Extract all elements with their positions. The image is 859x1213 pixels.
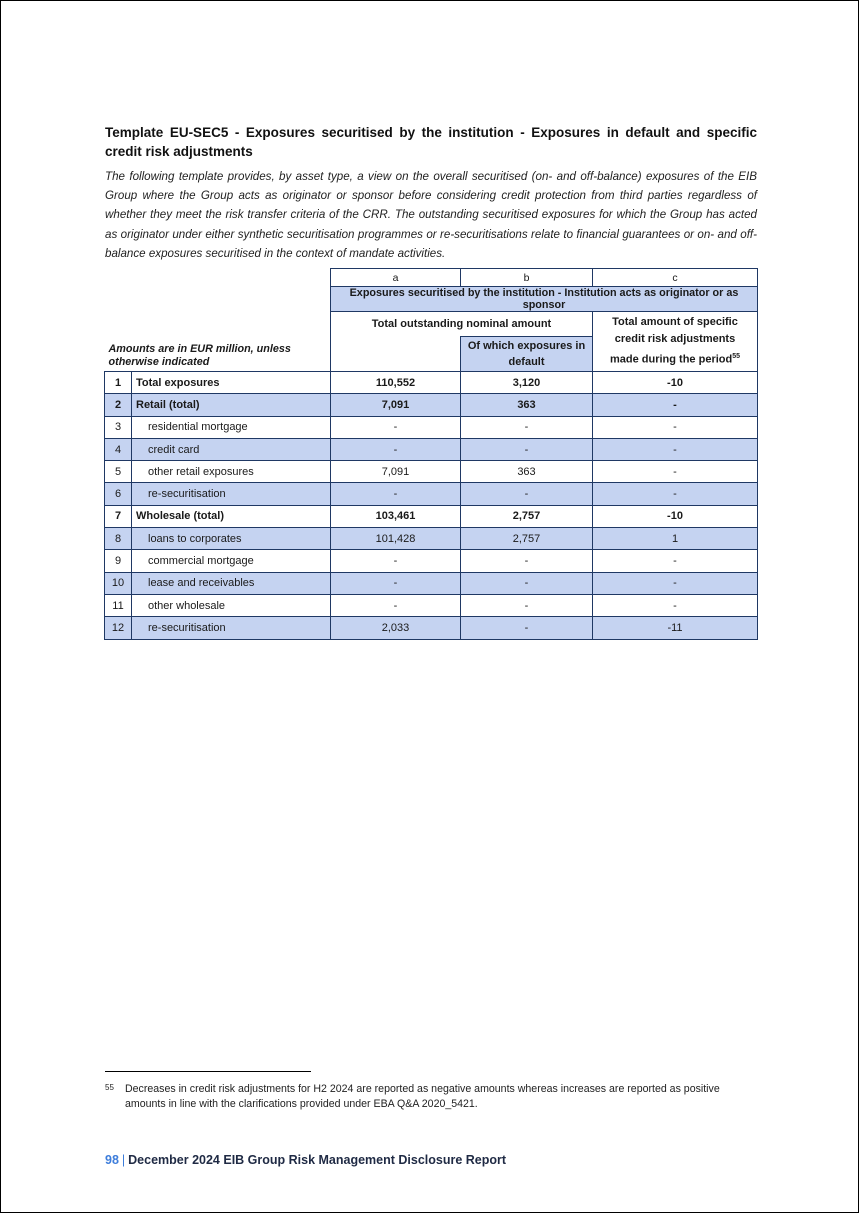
row-label: lease and receivables	[132, 572, 331, 594]
cell-b: -	[461, 550, 593, 572]
report-title: December 2024 EIB Group Risk Management Disclosure Report	[128, 1153, 507, 1167]
cell-c: 1	[593, 528, 758, 550]
footnote-rule	[105, 1071, 311, 1072]
row-number: 1	[105, 372, 132, 394]
col-letter-c: c	[593, 269, 758, 287]
row-number: 8	[105, 528, 132, 550]
header-of-which-default: Of which exposures in default	[461, 337, 593, 372]
cell-c: -	[593, 572, 758, 594]
footnote	[105, 1082, 757, 1112]
table-row	[105, 572, 758, 594]
row-number: 3	[105, 416, 132, 438]
cell-c: -10	[593, 372, 758, 394]
cell-a: 7,091	[331, 394, 461, 416]
cell-b: 363	[461, 461, 593, 483]
cell-b: 2,757	[461, 528, 593, 550]
page-number: 98	[105, 1153, 119, 1167]
row-number: 9	[105, 550, 132, 572]
table-row	[105, 550, 758, 572]
cell-b: 2,757	[461, 505, 593, 527]
cell-a: 101,428	[331, 528, 461, 550]
template-title: Template EU-SEC5 - Exposures securitised by the institution - Exposures in default and specific credit risk adjustments	[105, 125, 757, 159]
table-row	[105, 372, 758, 394]
page-footer	[105, 1153, 506, 1167]
cell-a: 110,552	[331, 372, 461, 394]
footnote-text: Decreases in credit risk adjustments for H2 2024 are reported as negative amounts whereas increases are reported as positive amounts in line with the clarifications provided under EBA Q&A 2020_5421.	[125, 1083, 720, 1110]
cell-c: -	[593, 594, 758, 616]
footer-separator: |	[121, 1153, 126, 1167]
row-label: residential mortgage	[132, 416, 331, 438]
cell-a: 103,461	[331, 505, 461, 527]
band-header-row	[105, 287, 758, 312]
row-number: 11	[105, 594, 132, 616]
cell-c: -10	[593, 505, 758, 527]
cell-b: -	[461, 617, 593, 639]
cell-c: -	[593, 483, 758, 505]
cell-c: -	[593, 394, 758, 416]
cell-c: -11	[593, 617, 758, 639]
table-row	[105, 483, 758, 505]
cell-a: 2,033	[331, 617, 461, 639]
cell-a: -	[331, 416, 461, 438]
row-number: 7	[105, 505, 132, 527]
row-label: re-securitisation	[132, 617, 331, 639]
table-row	[105, 528, 758, 550]
row-number: 2	[105, 394, 132, 416]
table-row	[105, 461, 758, 483]
cell-b: 363	[461, 394, 593, 416]
header-specific-adjustments-text: Total amount of specific credit risk adjustments made during the period	[609, 316, 738, 366]
footnote-mark: 55	[105, 1083, 114, 1092]
row-label: Wholesale (total)	[132, 505, 331, 527]
cell-c: -	[593, 461, 758, 483]
cell-c: -	[593, 438, 758, 460]
row-number: 5	[105, 461, 132, 483]
cell-a: -	[331, 572, 461, 594]
table-row	[105, 617, 758, 639]
row-label: re-securitisation	[132, 483, 331, 505]
row-label: commercial mortgage	[132, 550, 331, 572]
row-label: loans to corporates	[132, 528, 331, 550]
intro-paragraph: The following template provides, by asset type, a view on the overall securitised (on- and off-balance) exposures of the EIB Group where the Group acts as originator or sponsor before considering credit protection from third parties regardless of whether they meet the risk transfer criteria of the CRR. The outstanding securitised exposures for which the Group has acted as originator under either synthetic securitisation programmes or re-securitisations relate to financial guarantees or on- and off-balance exposures securitised in the context of mandate activities.	[105, 170, 757, 260]
row-number: 12	[105, 617, 132, 639]
cell-b: -	[461, 438, 593, 460]
cell-b: -	[461, 483, 593, 505]
row-number: 6	[105, 483, 132, 505]
table-row	[105, 594, 758, 616]
table-row	[105, 416, 758, 438]
cell-b: 3,120	[461, 372, 593, 394]
header-total-outstanding: Total outstanding nominal amount	[331, 312, 593, 337]
row-label: other wholesale	[132, 594, 331, 616]
cell-c: -	[593, 416, 758, 438]
row-label: Total exposures	[132, 372, 331, 394]
cell-a: -	[331, 483, 461, 505]
row-label: Retail (total)	[132, 394, 331, 416]
table-row	[105, 505, 758, 527]
row-label: other retail exposures	[132, 461, 331, 483]
cell-a: -	[331, 550, 461, 572]
footnote-ref: 55	[732, 353, 741, 361]
cell-a: -	[331, 438, 461, 460]
cell-b: -	[461, 416, 593, 438]
cell-b: -	[461, 572, 593, 594]
col-letter-b: b	[461, 269, 593, 287]
col-letter-a: a	[331, 269, 461, 287]
column-letter-row	[105, 269, 758, 287]
amounts-note: Amounts are in EUR million, unless otherwise indicated	[108, 343, 291, 368]
row-number: 4	[105, 438, 132, 460]
table-row	[105, 394, 758, 416]
header-specific-adjustments	[593, 312, 758, 372]
table-row	[105, 438, 758, 460]
securitisation-table	[104, 268, 758, 640]
row-number: 10	[105, 572, 132, 594]
band-header: Exposures securitised by the institution - Institution acts as originator or as sponsor	[331, 287, 758, 312]
cell-a: -	[331, 594, 461, 616]
header-row-1	[105, 312, 758, 337]
cell-a: 7,091	[331, 461, 461, 483]
cell-c: -	[593, 550, 758, 572]
row-label: credit card	[132, 438, 331, 460]
cell-b: -	[461, 594, 593, 616]
